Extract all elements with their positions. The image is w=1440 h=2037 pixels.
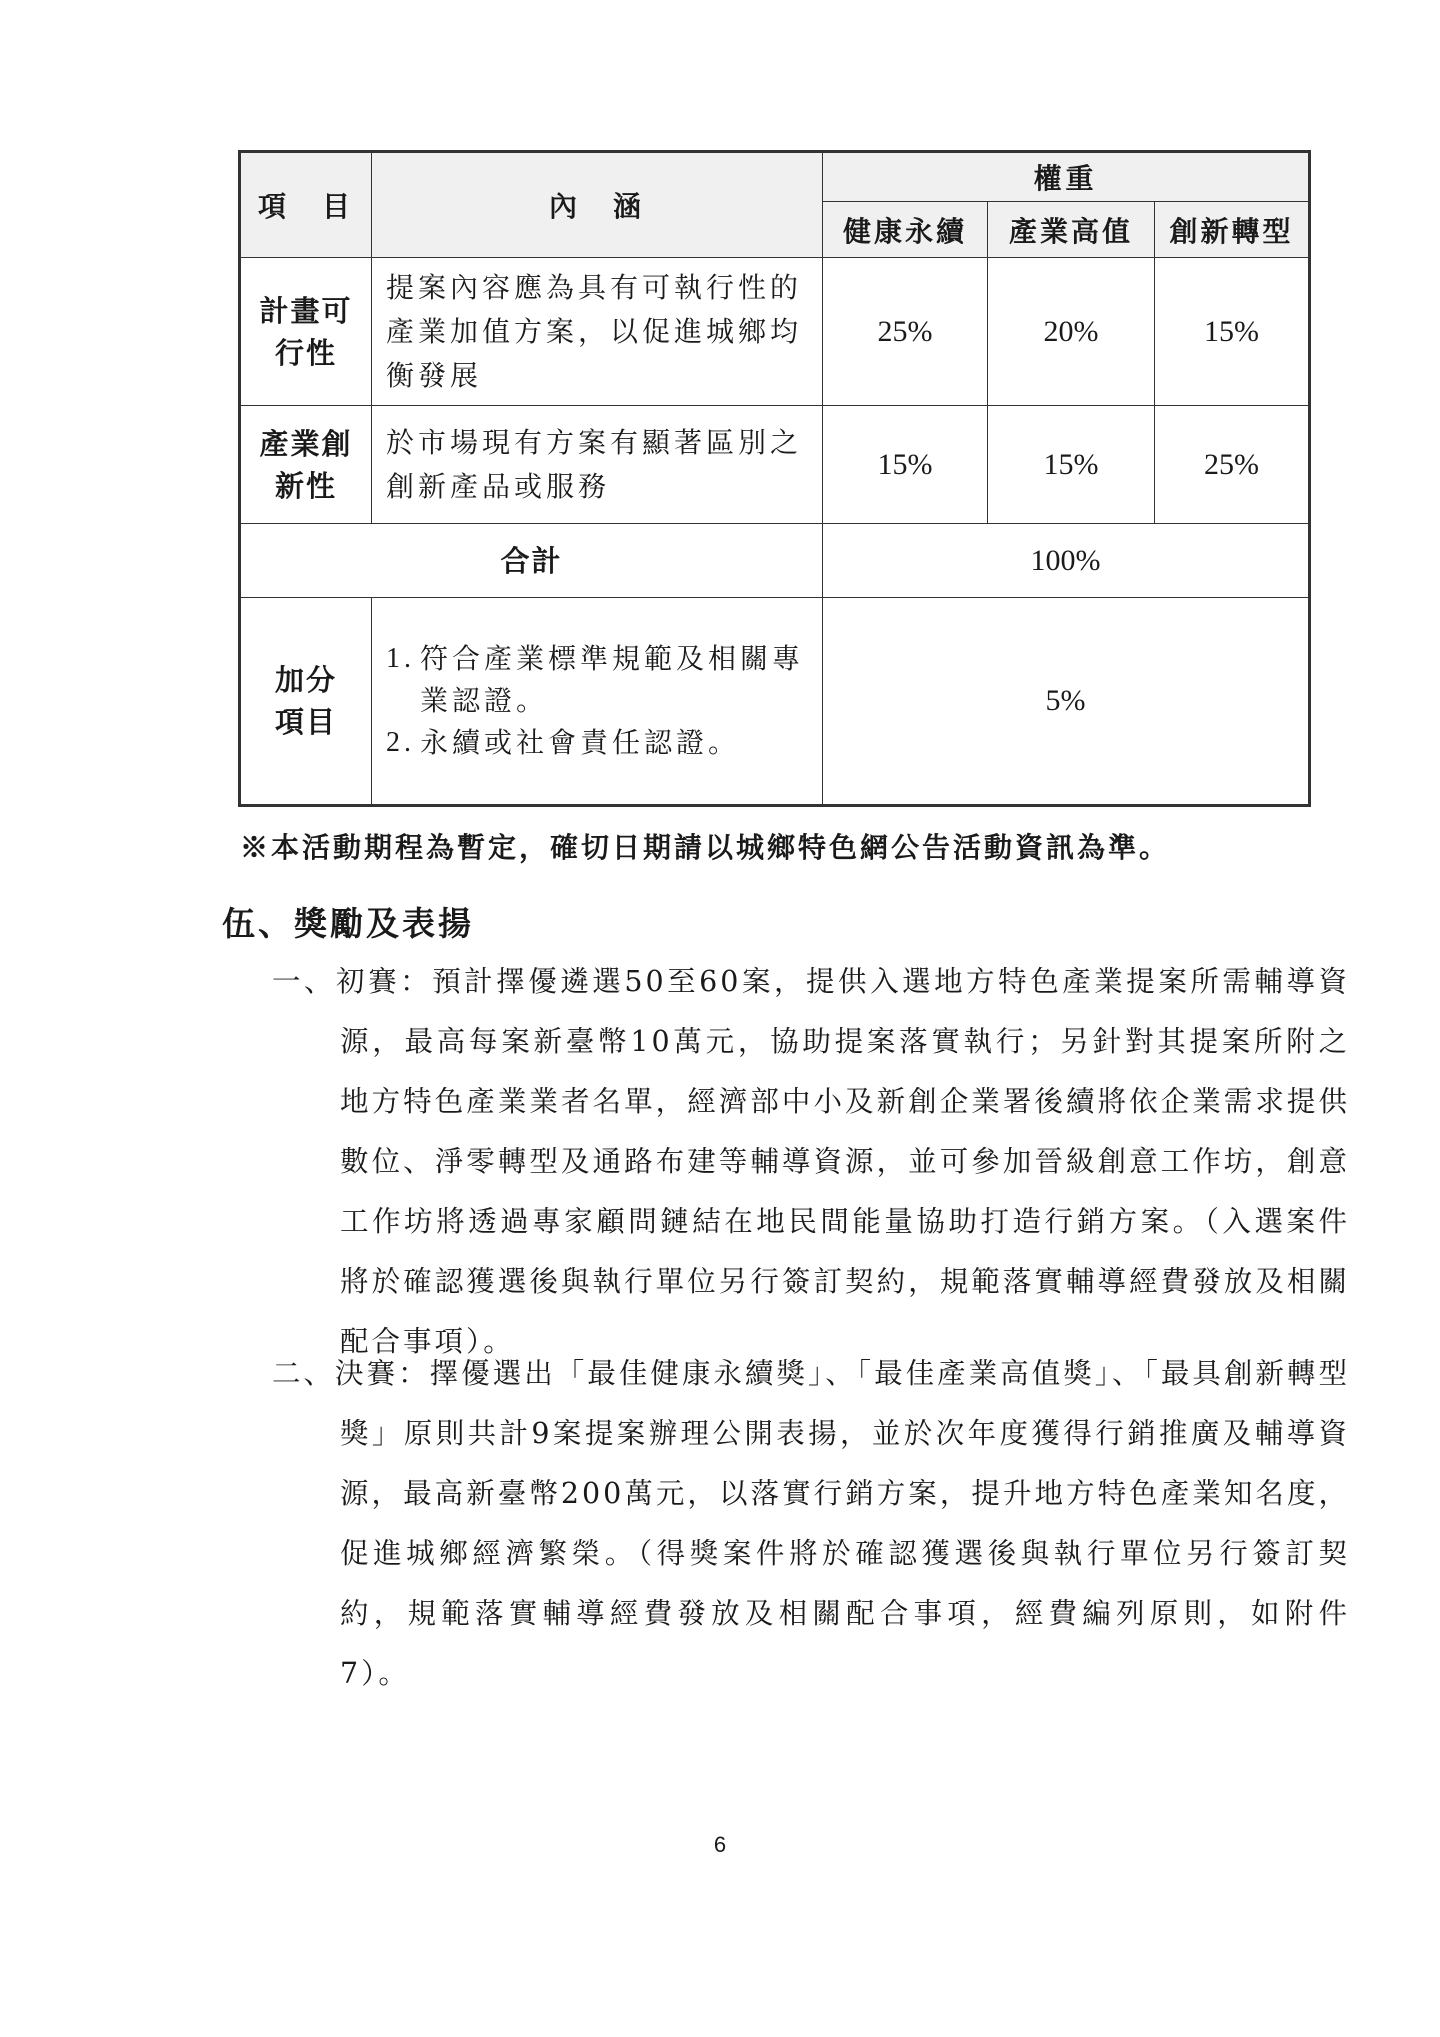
header-category-high-value: 產業高值 (988, 202, 1155, 258)
total-value: 100% (823, 524, 1310, 598)
page-number: 6 (713, 1832, 727, 1857)
row-item-line: 加分 (274, 663, 337, 697)
list-item (386, 722, 808, 764)
weight-cell: 25% (1155, 406, 1310, 524)
bonus-description (372, 598, 823, 806)
list-number: 2. (386, 727, 415, 758)
table-row (240, 406, 1310, 524)
bonus-value: 5% (823, 598, 1310, 806)
paragraph-preliminary: 一、初賽：預計擇優遴選50至60案，提供入選地方特色產業提案所需輔導資源，最高每案新臺幣10萬元，協助提案落實執行；另針對其提案所附之地方特色產業業者名單，經濟部中小及新創企業署後續將依企業需求提供數位、淨零轉型及通路布建等輔導資源，並可參加晉級創意工作坊，創意工作坊將透過專家顧問鏈結在地民間能量協助打造行銷方案。（入選案件將於確認獲選後與執行單位另行簽訂契約，規範落實輔導經費發放及相關配合事項）。 (272, 965, 1350, 1358)
evaluation-weight-table (238, 150, 1311, 807)
bonus-list (386, 638, 808, 764)
schedule-note: ※本活動期程為暫定，確切日期請以城鄉特色網公告活動資訊為準。 (240, 831, 1171, 864)
row-description: 於市場現有方案有顯著區別之創新產品或服務 (372, 406, 823, 524)
bonus-item (240, 598, 372, 806)
row-description: 提案內容應為具有可執行性的產業加值方案，以促進城鄉均衡發展 (372, 258, 823, 406)
table-row-bonus (240, 598, 1310, 806)
list-item (386, 638, 808, 722)
weight-cell: 25% (823, 258, 988, 406)
header-content: 內 涵 (372, 152, 823, 258)
weight-cell: 15% (1155, 258, 1310, 406)
row-item-feasibility (240, 258, 372, 406)
paragraph-final: 二、決賽：擇優選出「最佳健康永續獎」、「最佳產業高值獎」、「最具創新轉型獎」原則共計9案提案辦理公開表揚，並於次年度獲得行銷推廣及輔導資源，最高新臺幣200萬元，以落實行銷方案，提升地方特色產業知名度，促進城鄉經濟繁榮。（得獎案件將於確認獲選後與執行單位另行簽訂契約，規範落實輔導經費發放及相關配合事項，經費編列原則，如附件7）。 (272, 1357, 1350, 1690)
list-text: 符合產業標準規範及相關專業認證。 (420, 642, 805, 717)
header-category-innovation: 創新轉型 (1155, 202, 1310, 258)
row-item-line: 新性 (274, 468, 337, 503)
table-row (240, 258, 1310, 406)
weight-cell: 15% (823, 406, 988, 524)
header-weight: 權重 (823, 152, 1310, 202)
total-label: 合計 (240, 524, 823, 598)
row-item-line: 項目 (274, 705, 337, 739)
row-item-line: 產業創 (259, 426, 353, 461)
weight-cell: 15% (988, 406, 1155, 524)
table-row-total (240, 524, 1310, 598)
header-item: 項 目 (240, 152, 372, 258)
section-title: 伍、獎勵及表揚 (222, 904, 474, 943)
list-number: 1. (386, 643, 415, 674)
row-item-innovation (240, 406, 372, 524)
row-item-line: 計畫可 (259, 293, 353, 328)
list-text: 永續或社會責任認證。 (420, 726, 741, 759)
weight-cell: 20% (988, 258, 1155, 406)
header-category-sustainability: 健康永續 (823, 202, 988, 258)
row-item-line: 行性 (274, 335, 337, 370)
